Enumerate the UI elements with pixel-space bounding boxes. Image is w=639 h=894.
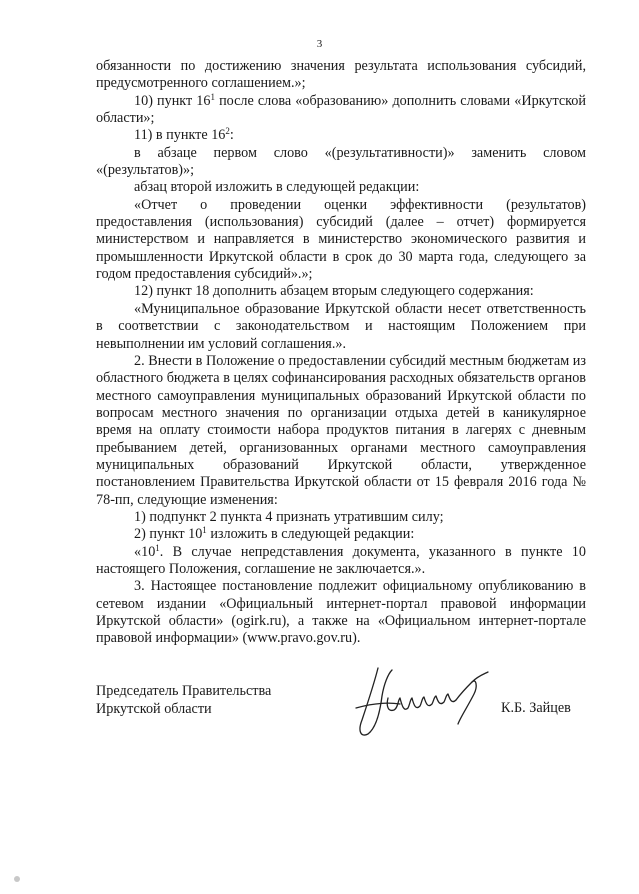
signatory-title-line-1: Председатель Правительства (96, 683, 272, 699)
paragraph-subitem-2: 2) пункт $10^1$ изложить в следующей редакции: (134, 525, 415, 543)
signatory-name: К.Б. Зайцев (501, 700, 571, 716)
signatory-title (96, 683, 271, 718)
handwritten-signature (348, 662, 498, 744)
paragraph-item-11: 11) в пункте $16^2$: (134, 126, 234, 144)
paragraph-section-2: 2. Внести в Положение о предоставлении субсидий местным бюджетам из областного бюджета в целях софинансирования расходных обязательств органов местного самоуправления муниципальных образований Иркутской области по вопросам местного значения по организации отдыха детей в каникулярное время на оплату стоимости набора продуктов питания в лагерях с дневным пребыванием детей, организованных органами местного самоуправления муниципальных образований Иркутской области, утвержденное постановлением Правительства Иркутской области от 15 февраля 2016 года № 78-пп, следующие изменения: (96, 352, 586, 508)
paragraph-report-quote: «Отчет о проведении оценки эффективности (результатов) предоставления (использования) субсидий (далее – отчет) формируется министерством и направляется в министерство экономического развития и промышленности Иркутской области в срок до 30 марта года, следующего за годом предоставления субсидий».»; (96, 196, 586, 283)
paragraph-first-abzac: в абзаце первом слово «(результативности)» заменить словом «(результатов)»; (96, 144, 586, 179)
paragraph-subitem-1: 1) подпункт 2 пункта 4 признать утратившим силу; (134, 508, 444, 525)
page-number: 3 (316, 38, 323, 50)
paragraph-section-3: 3. Настоящее постановление подлежит официальному опубликованию в сетевом издании «Официальный интернет-портал правовой информации Иркутской области» (ogirk.ru), а также на «Официальном интернет-портале правовой информации» (www.pravo.gov.ru). (96, 578, 586, 647)
paragraph-item-12: 12) пункт 18 дополнить абзацем вторым следующего содержания: (134, 283, 534, 300)
document-body (96, 58, 586, 648)
paragraph-item-10: 10) пункт $16^1$ после слова «образованию» дополнить словами «Иркутской области»; (96, 91, 586, 127)
paragraph-second-abzac: абзац второй изложить в следующей редакции: (134, 179, 420, 196)
paragraph-continuation: обязанности по достижению значения результата использования субсидий, предусмотренного соглашением.»; (96, 58, 586, 92)
paragraph-item-10-1-quote: «$10^1$. В случае непредставления документа, указанного в пункте 10 настоящего Положения, соглашение не заключается.». (96, 542, 586, 577)
signatory-title-line-2: Иркутской области (96, 700, 212, 717)
paragraph-municipal-quote: «Муниципальное образование Иркутской области несет ответственность в соответствии с законодательством и настоящим Положением при невыполнении им условий соглашения.». (96, 300, 586, 352)
scan-artifact-dot (14, 876, 20, 882)
